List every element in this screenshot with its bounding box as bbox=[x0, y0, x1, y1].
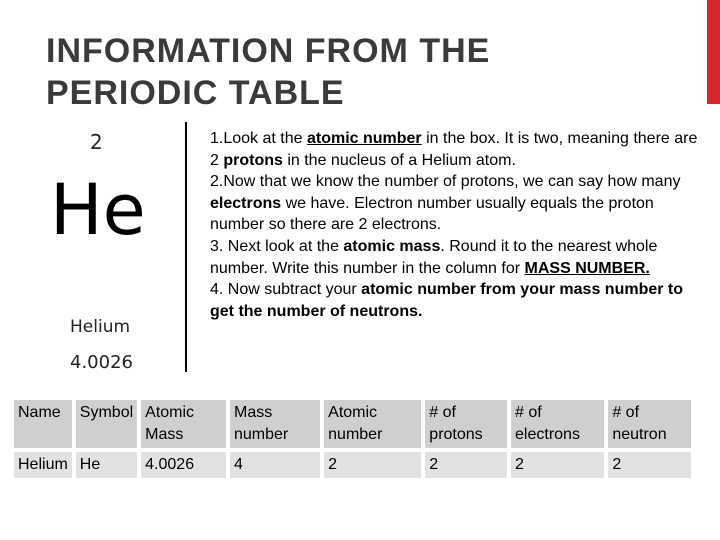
atomic-number: 2 bbox=[90, 130, 103, 154]
term-protons: protons bbox=[223, 151, 283, 169]
header-protons: # of protons bbox=[425, 400, 507, 448]
element-name: Helium bbox=[70, 317, 131, 337]
table-header-row bbox=[14, 400, 691, 448]
step-3: 3. Next look at the atomic mass. Round it to the nearest whole number. Write this number in the column for MASS NUMBER. bbox=[210, 237, 658, 277]
cell-protons: 2 bbox=[425, 452, 507, 478]
step-2: 2.Now that we know the number of protons, we can say how many electrons we have. Electron number usually equals the proton number so there are 2 electrons. bbox=[210, 173, 681, 234]
cell-mass-number: 4 bbox=[230, 452, 320, 478]
header-atomic-mass: Atomic Mass bbox=[141, 400, 226, 448]
instructions bbox=[210, 128, 700, 322]
element-card bbox=[10, 122, 187, 372]
term-electrons: electrons bbox=[210, 194, 282, 212]
term-mass-number: MASS NUMBER. bbox=[524, 259, 650, 277]
cell-atomic-number: 2 bbox=[324, 452, 421, 478]
header-symbol: Symbol bbox=[76, 400, 137, 448]
element-table bbox=[10, 396, 695, 482]
term-atomic-mass: atomic mass bbox=[343, 237, 441, 255]
cell-atomic-mass: 4.0026 bbox=[141, 452, 226, 478]
cell-name: Helium bbox=[14, 452, 72, 478]
header-name: Name bbox=[14, 400, 72, 448]
accent-bar bbox=[707, 0, 720, 104]
cell-neutrons: 2 bbox=[608, 452, 691, 478]
table-row bbox=[14, 452, 691, 478]
atomic-mass: 4.0026 bbox=[70, 352, 133, 373]
term-atomic-number: atomic number bbox=[306, 130, 422, 147]
cell-symbol: He bbox=[76, 452, 137, 478]
step-1: 1.Look at the atomic number in the box. It is two, meaning there are 2 protons in the nucleus of a Helium atom. bbox=[210, 130, 698, 169]
header-neutrons: # of neutron bbox=[608, 400, 691, 448]
header-electrons: # of electrons bbox=[511, 400, 604, 448]
header-mass-number: Mass number bbox=[230, 400, 320, 448]
element-symbol: He bbox=[50, 169, 146, 251]
slide-title bbox=[46, 30, 666, 114]
header-atomic-number: Atomic number bbox=[324, 400, 421, 448]
title-line-1: INFORMATION FROM THE bbox=[46, 32, 491, 70]
cell-electrons: 2 bbox=[511, 452, 604, 478]
step-4: 4. Now subtract your atomic number from your mass number to get the number of neutrons. bbox=[210, 281, 684, 320]
term-subtract: atomic number from your mass number to get the number of neutrons. bbox=[210, 281, 684, 320]
title-line-2: PERIODIC TABLE bbox=[46, 74, 345, 112]
